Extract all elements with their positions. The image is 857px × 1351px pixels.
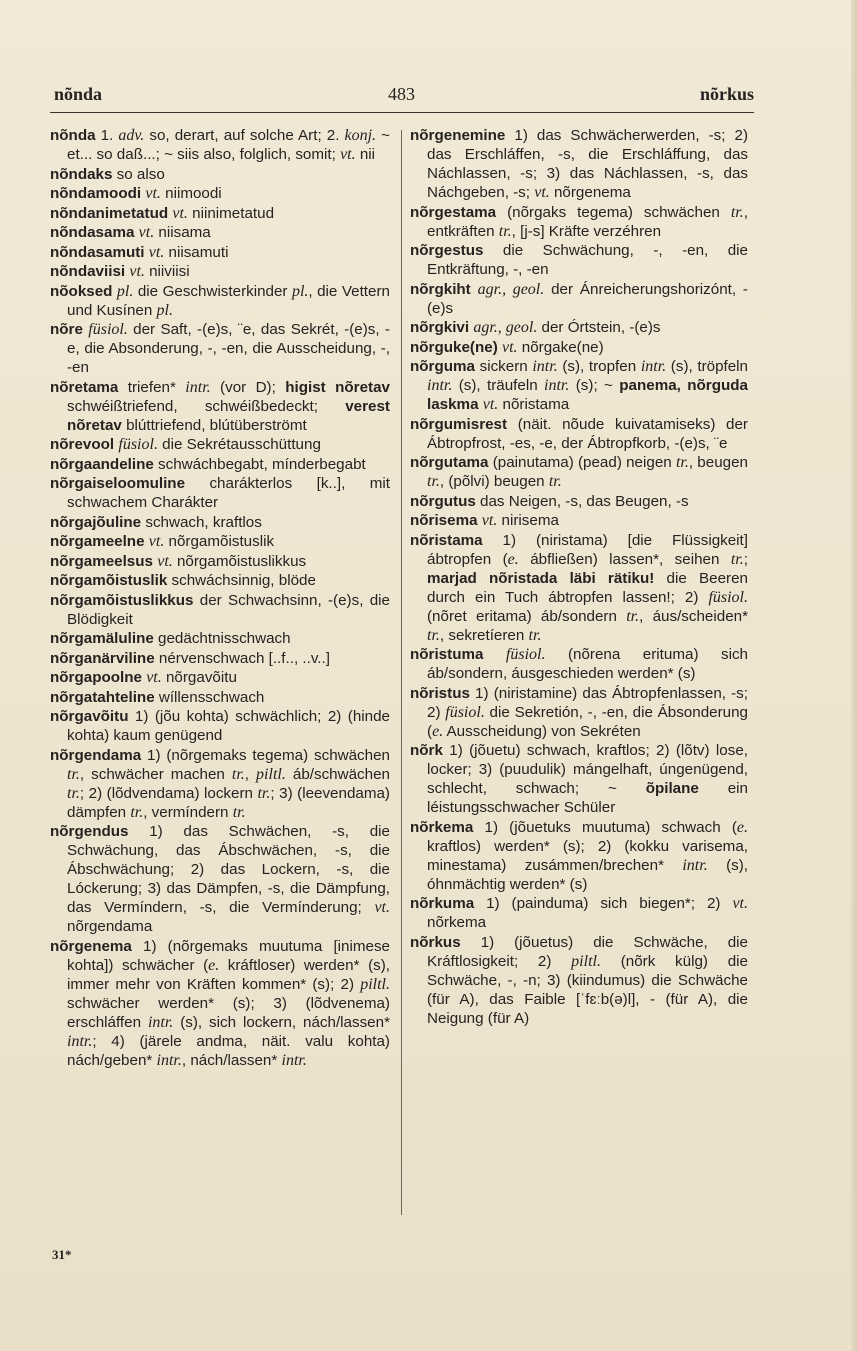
running-header bbox=[50, 84, 754, 108]
dictionary-entry: nõndamoodi vt. niimoodi bbox=[50, 185, 222, 202]
header-first-word: nõnda bbox=[54, 84, 103, 104]
dictionary-entry: nõristus 1) (niristamine) das Ábtropfenlassen, -s; 2) füsiol. die Sekretión, -, -en, die Ábsonderung (e. Ausscheidung) von Sekréten bbox=[410, 684, 748, 740]
dictionary-entry: nõrkuma 1) (painduma) sich biegen*; 2) vt. nõrkema bbox=[410, 895, 748, 931]
dictionary-entry: nõrgapoolne vt. nõrgavõitu bbox=[50, 669, 237, 686]
dictionary-entry: nõrgutus das Neigen, -s, das Beugen, -s bbox=[410, 492, 689, 510]
dictionary-entry: nõrgameelne vt. nõrgamõistuslik bbox=[50, 533, 275, 550]
left-column bbox=[50, 126, 390, 1070]
dictionary-entry: nõrgameelsus vt. nõrgamõistuslikkus bbox=[50, 552, 307, 570]
dictionary-entry: nõrgaiseloomuline charákterlos [k..], mit schwachem Charákter bbox=[50, 475, 390, 511]
dictionary-entry: nõrkema 1) (jõuetuks muutuma) schwach (e. kraftlos) werden* (s); 2) (kokku varisema, minestama) zusámmen/brechen* intr. (s), óhnmächtig werden* (s) bbox=[410, 818, 748, 893]
dictionary-entry: nõndanimetatud vt. niinimetatud bbox=[50, 204, 275, 222]
column-divider bbox=[401, 130, 402, 1215]
dictionary-entry: nõrgenemine 1) das Schwächerwerden, -s; 2) das Erschláffen, -s, die Erschláffung, das Náchlassen, -s; 3) das Náchlassen, -s, das Náchgeben, -s; vt. nõrgenema bbox=[410, 127, 748, 201]
header-rule bbox=[50, 112, 754, 113]
dictionary-entry: nõrgestus die Schwächung, -, -en, die Entkräftung, -, -en bbox=[410, 242, 748, 278]
dictionary-entry: nõrgutama (painutama) (pead) neigen tr., beugen tr., (põlvi) beugen tr. bbox=[410, 454, 748, 490]
right-column bbox=[410, 126, 748, 1028]
dictionary-entry: nõndaks so also bbox=[50, 165, 165, 183]
dictionary-entry: nõrk 1) (jõuetu) schwach, kraftlos; 2) (lõtv) lose, locker; 3) (puudulik) mángelhaft, úngenügend, schlecht, schwach; ~ õpilane ein léistungsschwacher Schüler bbox=[410, 742, 748, 816]
dictionary-entry: nõrgendus 1) das Schwächen, -s, die Schwächung, das Ábschwächen, -s, die Ábschwächung; 2) das Lockern, -s, die Lóckerung; 3) das Dämpfen, -s, die Dämpfung, das Vermíndern, -s, die Vermínderung; vt. nõrgendama bbox=[50, 823, 390, 935]
dictionary-entry: nõndasama vt. niisama bbox=[50, 224, 211, 241]
dictionary-entry: nõrgkiht agr., geol. der Ánreicherungshorizónt, -(e)s bbox=[410, 280, 748, 317]
dictionary-entry: nõrgaandeline schwáchbegabt, mínderbegabt bbox=[50, 455, 366, 473]
dictionary-entry: nõrgatahteline wíllensschwach bbox=[50, 688, 265, 706]
dictionary-entry: nõrguke(ne) vt. nõrgake(ne) bbox=[410, 338, 604, 356]
dictionary-entry: nõretama triefen* intr. (vor D); higist nõretav schwéißtriefend, schwéißbedeckt; verest nõretav blúttriefend, blútüberströmt bbox=[50, 378, 390, 434]
dictionary-entry: nõrgavõitu 1) (jõu kohta) schwächlich; 2) (hinde kohta) kaum genügend bbox=[50, 708, 390, 744]
page-number: 483 bbox=[388, 84, 415, 104]
dictionary-entry: nõnda 1. adv. so, derart, auf solche Art; 2. konj. ~ et... so daß...; ~ siis also, folglich, somit; vt. nii bbox=[50, 127, 390, 163]
dictionary-entry: nõristuma füsiol. (nõrena erituma) sich áb/sondern, áusgeschieden werden* (s) bbox=[410, 646, 748, 682]
dictionary-entry: nõrkus 1) (jõuetus) die Schwäche, die Kráftlosigkeit; 2) piltl. (nõrk külg) die Schwäche, -, -n; 3) (kiindumus) die Schwäche (für A), das Faible [ˈfɛːb(ə)l], - (für A), die Neigung (für A) bbox=[410, 933, 748, 1027]
dictionary-entry: nõndaviisi vt. niiviisi bbox=[50, 263, 190, 280]
dictionary-entry: nõre füsiol. der Saft, -(e)s, ¨e, das Sekrét, -(e)s, -e, die Absonderung, -, -en, die Ausscheidung, -, -en bbox=[50, 321, 390, 376]
dictionary-entry: nõrgestama (nõrgaks tegema) schwächen tr., entkräften tr., [j-s] Kräfte verzéhren bbox=[410, 203, 748, 240]
dictionary-entry: nõrgendama 1) (nõrgemaks tegema) schwächen tr., schwächer machen tr., piltl. áb/schwächen tr.; 2) (lõdvendama) lockern tr.; 3) (leevendama) dämpfen tr., vermíndern tr. bbox=[50, 746, 390, 821]
dictionary-entry: nõrgkivi agr., geol. der Órtstein, -(e)s bbox=[410, 319, 661, 336]
dictionary-entry: nõrisema vt. nirisema bbox=[410, 512, 559, 529]
dictionary-entry: nõrgumisrest (näit. nõude kuivatamiseks) der Ábtropfrost, -es, -e, der Ábtropfkorb, -(e)s, ¨e bbox=[410, 415, 748, 452]
dictionary-entry: nõrganärviline nérvenschwach [..f.., ..v..] bbox=[50, 649, 330, 667]
dictionary-entry: nõndasamuti vt. niisamuti bbox=[50, 243, 229, 261]
dictionary-entry: nõrgenema 1) (nõrgemaks muutuma [inimese kohta]) schwächer (e. kráftloser) werden* (s), immer mehr von Kräften kommen* (s); 2) piltl. schwächer werden* (s); 3) (lõdvenema) erschláffen intr. (s), sich lockern, nách/lassen* intr.; 4) (järele andma, näit. valu kohta) nách/geben* intr., nách/lassen* intr. bbox=[50, 937, 390, 1069]
dictionary-entry: nõrgamäluline gedächtnisschwach bbox=[50, 630, 291, 647]
page-edge bbox=[851, 0, 857, 1351]
header-last-word: nõrkus bbox=[699, 84, 754, 104]
dictionary-entry: nõrgajõuline schwach, kraftlos bbox=[50, 513, 262, 531]
dictionary-entry: nõrgamõistuslik schwáchsinnig, blöde bbox=[50, 572, 316, 589]
dictionary-entry: nõrgamõistuslikkus der Schwachsinn, -(e)s, die Blödigkeit bbox=[50, 591, 390, 628]
dictionary-entry: nõrevool füsiol. die Sekrétausschüttung bbox=[50, 436, 321, 453]
printer-signature: 31* bbox=[52, 1247, 72, 1262]
dictionary-entry: nõoksed pl. die Geschwisterkinder pl., die Vettern und Kusínen pl. bbox=[50, 282, 390, 319]
dictionary-entry: nõrguma sickern intr. (s), tropfen intr. (s), tröpfeln intr. (s), träufeln intr. (s); ~ panema, nõrguda laskma vt. nõristama bbox=[410, 358, 749, 413]
dictionary-entry: nõristama 1) (niristama) [die Flüssigkeit] ábtropfen (e. ábfließen) lassen*, seihen tr.; marjad nõristada läbi rätiku! die Beeren durch ein Tuch ábtropfen lassen!; 2) füsiol. (nõret eritama) áb/sondern tr., áus/scheiden* tr., sekretíeren tr. bbox=[410, 531, 748, 644]
